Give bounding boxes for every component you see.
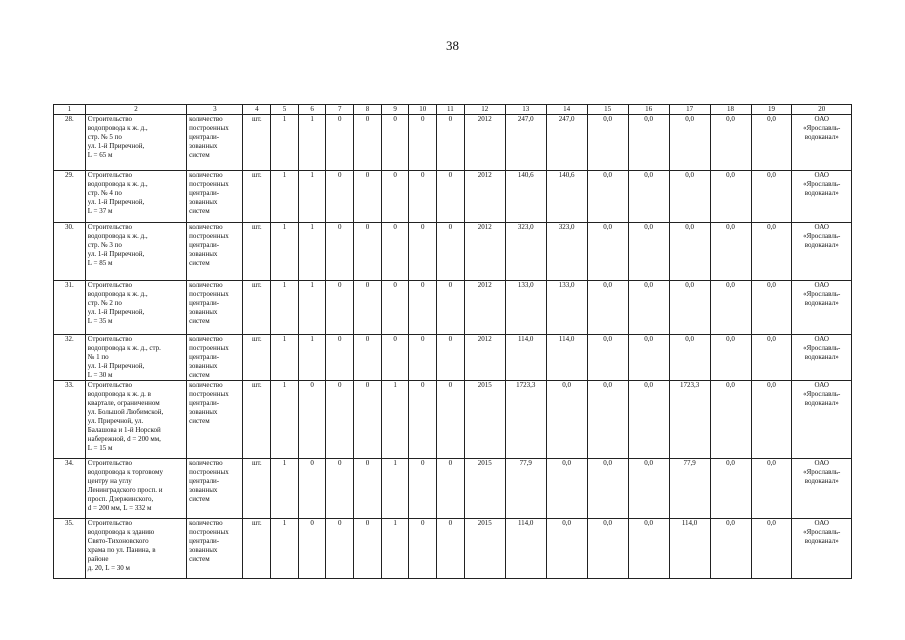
header-cell: 8 (354, 105, 382, 115)
cell-c7: 0 (326, 171, 354, 223)
cell-c17: 77,9 (669, 459, 710, 519)
cell-c18: 0,0 (710, 335, 751, 381)
cell-c8: 0 (354, 281, 382, 335)
cell-c8: 0 (354, 459, 382, 519)
cell-name: Строительство водопровода к зданию Свято-Тихоновского храма по ул. Панина, в районе д. 20, L = 30 м (85, 519, 186, 579)
cell-c11: 0 (437, 519, 465, 579)
cell-unit: шт. (243, 171, 271, 223)
cell-total: 1723,3 (505, 381, 546, 459)
cell-c14: 140,6 (546, 171, 587, 223)
cell-c14: 0,0 (546, 381, 587, 459)
cell-c11: 0 (437, 381, 465, 459)
cell-c14: 0,0 (546, 459, 587, 519)
cell-num: 34. (54, 459, 86, 519)
table-row (54, 335, 852, 381)
cell-c8: 0 (354, 223, 382, 281)
header-cell: 17 (669, 105, 710, 115)
cell-c17: 1723,3 (669, 381, 710, 459)
cell-c6: 1 (298, 335, 326, 381)
cell-year: 2012 (464, 115, 505, 171)
table-row (54, 171, 852, 223)
header-cell: 2 (85, 105, 186, 115)
cell-org: ОАО «Ярославль- водоканал» (792, 335, 852, 381)
cell-c19: 0,0 (751, 381, 792, 459)
cell-org: ОАО «Ярославль- водоканал» (792, 459, 852, 519)
cell-c6: 0 (298, 519, 326, 579)
cell-c15: 0,0 (587, 459, 628, 519)
cell-c7: 0 (326, 115, 354, 171)
cell-c18: 0,0 (710, 115, 751, 171)
cell-c15: 0,0 (587, 335, 628, 381)
cell-org: ОАО «Ярославль- водоканал» (792, 171, 852, 223)
cell-total: 133,0 (505, 281, 546, 335)
cell-indicator: количество построенных централи- зованных систем (187, 115, 243, 171)
header-cell: 14 (546, 105, 587, 115)
cell-c14: 133,0 (546, 281, 587, 335)
cell-c9: 0 (381, 171, 409, 223)
cell-c19: 0,0 (751, 281, 792, 335)
cell-name: Строительство водопровода к ж. д. в квартале, ограниченном ул. Большой Любимской, ул. Приречной, ул. Балашова и 1-й Норской набережной, d = 200 мм, L = 15 м (85, 381, 186, 459)
cell-name: Строительство водопровода к ж. д., стр. № 1 по ул. 1-й Приречной, L = 30 м (85, 335, 186, 381)
cell-c15: 0,0 (587, 381, 628, 459)
cell-indicator: количество построенных централи- зованных систем (187, 519, 243, 579)
cell-unit: шт. (243, 519, 271, 579)
cell-org: ОАО «Ярославль- водоканал» (792, 519, 852, 579)
cell-c17: 0,0 (669, 115, 710, 171)
cell-c6: 0 (298, 459, 326, 519)
cell-c15: 0,0 (587, 115, 628, 171)
cell-total: 323,0 (505, 223, 546, 281)
cell-num: 29. (54, 171, 86, 223)
cell-c14: 247,0 (546, 115, 587, 171)
cell-c14: 0,0 (546, 519, 587, 579)
cell-c6: 0 (298, 381, 326, 459)
page-number: 38 (446, 38, 459, 53)
cell-c17: 0,0 (669, 223, 710, 281)
cell-unit: шт. (243, 115, 271, 171)
cell-c18: 0,0 (710, 519, 751, 579)
cell-c5: 1 (271, 381, 299, 459)
cell-total: 114,0 (505, 335, 546, 381)
cell-c7: 0 (326, 381, 354, 459)
header-cell: 19 (751, 105, 792, 115)
cell-c10: 0 (409, 115, 437, 171)
cell-c7: 0 (326, 281, 354, 335)
cell-c7: 0 (326, 459, 354, 519)
cell-c5: 1 (271, 519, 299, 579)
cell-c8: 0 (354, 381, 382, 459)
cell-c17: 114,0 (669, 519, 710, 579)
header-cell: 4 (243, 105, 271, 115)
cell-c5: 1 (271, 281, 299, 335)
table-row (54, 223, 852, 281)
cell-c15: 0,0 (587, 281, 628, 335)
cell-c18: 0,0 (710, 223, 751, 281)
cell-c16: 0,0 (628, 381, 669, 459)
cell-c5: 1 (271, 115, 299, 171)
cell-c7: 0 (326, 519, 354, 579)
header-cell: 9 (381, 105, 409, 115)
cell-c19: 0,0 (751, 519, 792, 579)
cell-c18: 0,0 (710, 381, 751, 459)
cell-c15: 0,0 (587, 171, 628, 223)
cell-c7: 0 (326, 223, 354, 281)
cell-c11: 0 (437, 281, 465, 335)
cell-name: Строительство водопровода к ж. д., стр. № 4 по ул. 1-й Приречной, L = 37 м (85, 171, 186, 223)
table-row (54, 281, 852, 335)
cell-c10: 0 (409, 171, 437, 223)
cell-c8: 0 (354, 171, 382, 223)
cell-total: 114,0 (505, 519, 546, 579)
cell-c19: 0,0 (751, 171, 792, 223)
cell-c11: 0 (437, 459, 465, 519)
cell-c5: 1 (271, 171, 299, 223)
cell-c9: 1 (381, 459, 409, 519)
cell-year: 2012 (464, 335, 505, 381)
cell-indicator: количество построенных централи- зованных систем (187, 223, 243, 281)
header-cell: 15 (587, 105, 628, 115)
cell-c9: 1 (381, 519, 409, 579)
cell-c10: 0 (409, 223, 437, 281)
cell-c10: 0 (409, 381, 437, 459)
header-cell: 3 (187, 105, 243, 115)
cell-year: 2015 (464, 381, 505, 459)
cell-c16: 0,0 (628, 171, 669, 223)
cell-indicator: количество построенных централи- зованных систем (187, 281, 243, 335)
cell-c16: 0,0 (628, 223, 669, 281)
cell-c19: 0,0 (751, 335, 792, 381)
cell-c6: 1 (298, 115, 326, 171)
table-row (54, 115, 852, 171)
cell-year: 2012 (464, 171, 505, 223)
cell-c14: 114,0 (546, 335, 587, 381)
table-row (54, 459, 852, 519)
cell-c10: 0 (409, 335, 437, 381)
cell-year: 2012 (464, 223, 505, 281)
cell-c15: 0,0 (587, 223, 628, 281)
cell-c17: 0,0 (669, 281, 710, 335)
header-cell: 18 (710, 105, 751, 115)
header-cell: 11 (437, 105, 465, 115)
header-cell: 7 (326, 105, 354, 115)
cell-c8: 0 (354, 335, 382, 381)
cell-indicator: количество построенных централи- зованных систем (187, 381, 243, 459)
cell-c6: 1 (298, 223, 326, 281)
cell-c5: 1 (271, 223, 299, 281)
cell-year: 2015 (464, 519, 505, 579)
cell-indicator: количество построенных централи- зованных систем (187, 171, 243, 223)
header-cell: 6 (298, 105, 326, 115)
cell-c10: 0 (409, 519, 437, 579)
cell-c18: 0,0 (710, 281, 751, 335)
cell-total: 77,9 (505, 459, 546, 519)
cell-c10: 0 (409, 281, 437, 335)
cell-c11: 0 (437, 115, 465, 171)
header-cell: 5 (271, 105, 299, 115)
cell-c11: 0 (437, 223, 465, 281)
cell-c10: 0 (409, 459, 437, 519)
cell-c19: 0,0 (751, 459, 792, 519)
cell-c16: 0,0 (628, 335, 669, 381)
cell-c19: 0,0 (751, 223, 792, 281)
cell-c9: 0 (381, 115, 409, 171)
cell-c15: 0,0 (587, 519, 628, 579)
table-row (54, 381, 852, 459)
cell-c7: 0 (326, 335, 354, 381)
cell-org: ОАО «Ярославль- водоканал» (792, 115, 852, 171)
cell-c5: 1 (271, 459, 299, 519)
cell-unit: шт. (243, 281, 271, 335)
cell-name: Строительство водопровода к ж. д., стр. № 5 по ул. 1-й Приречной, L = 65 м (85, 115, 186, 171)
cell-name: Строительство водопровода к ж. д., стр. № 2 по ул. 1-й Приречной, L = 35 м (85, 281, 186, 335)
cell-org: ОАО «Ярославль- водоканал» (792, 281, 852, 335)
cell-unit: шт. (243, 223, 271, 281)
header-cell: 13 (505, 105, 546, 115)
cell-unit: шт. (243, 335, 271, 381)
cell-c18: 0,0 (710, 459, 751, 519)
cell-num: 33. (54, 381, 86, 459)
cell-name: Строительство водопровода к торговому центру на углу Ленинградского просп. и просп. Дзержинского, d = 200 мм, L = 332 м (85, 459, 186, 519)
cell-year: 2015 (464, 459, 505, 519)
header-cell: 1 (54, 105, 86, 115)
investment-table (53, 104, 852, 579)
cell-c9: 0 (381, 335, 409, 381)
cell-c6: 1 (298, 281, 326, 335)
cell-c14: 323,0 (546, 223, 587, 281)
cell-num: 32. (54, 335, 86, 381)
table-row (54, 519, 852, 579)
header-cell: 10 (409, 105, 437, 115)
cell-num: 35. (54, 519, 86, 579)
cell-c6: 1 (298, 171, 326, 223)
cell-c11: 0 (437, 171, 465, 223)
cell-c8: 0 (354, 519, 382, 579)
cell-c16: 0,0 (628, 459, 669, 519)
header-row (54, 105, 852, 115)
cell-c16: 0,0 (628, 115, 669, 171)
cell-c16: 0,0 (628, 281, 669, 335)
cell-c17: 0,0 (669, 171, 710, 223)
cell-c17: 0,0 (669, 335, 710, 381)
cell-indicator: количество построенных централи- зованных систем (187, 335, 243, 381)
cell-c5: 1 (271, 335, 299, 381)
cell-c9: 0 (381, 223, 409, 281)
cell-c9: 1 (381, 381, 409, 459)
cell-c18: 0,0 (710, 171, 751, 223)
header-cell: 16 (628, 105, 669, 115)
cell-num: 30. (54, 223, 86, 281)
cell-c16: 0,0 (628, 519, 669, 579)
header-cell: 12 (464, 105, 505, 115)
cell-name: Строительство водопровода к ж. д., стр. № 3 по ул. 1-й Приречной, L = 85 м (85, 223, 186, 281)
cell-year: 2012 (464, 281, 505, 335)
cell-c19: 0,0 (751, 115, 792, 171)
cell-total: 140,6 (505, 171, 546, 223)
cell-org: ОАО «Ярославль- водоканал» (792, 223, 852, 281)
header-cell: 20 (792, 105, 852, 115)
cell-num: 31. (54, 281, 86, 335)
cell-org: ОАО «Ярославль- водоканал» (792, 381, 852, 459)
cell-c11: 0 (437, 335, 465, 381)
cell-indicator: количество построенных централи- зованных систем (187, 459, 243, 519)
cell-unit: шт. (243, 381, 271, 459)
cell-unit: шт. (243, 459, 271, 519)
cell-total: 247,0 (505, 115, 546, 171)
cell-c8: 0 (354, 115, 382, 171)
cell-c9: 0 (381, 281, 409, 335)
cell-num: 28. (54, 115, 86, 171)
